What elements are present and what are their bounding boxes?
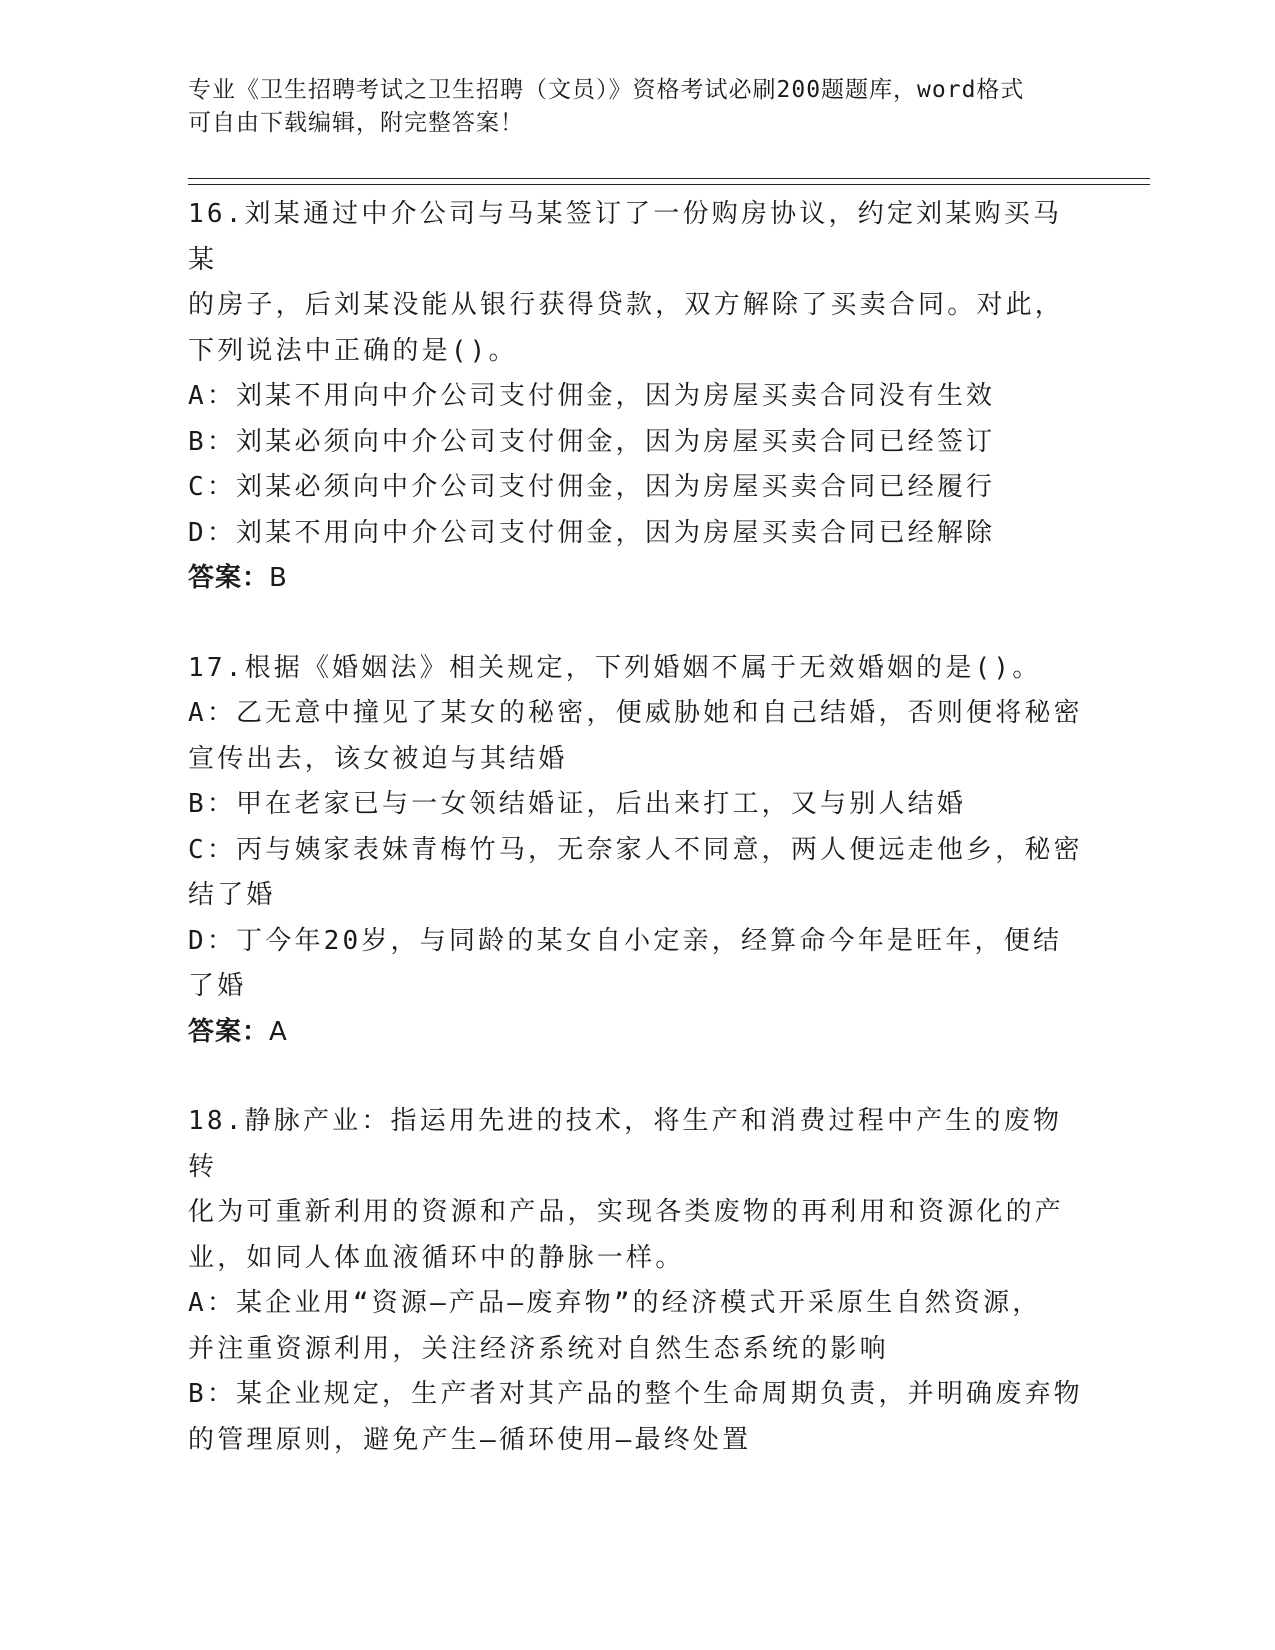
question-block: [188, 646, 1088, 1056]
header-line-2: 可自由下载编辑，附完整答案！: [188, 110, 524, 136]
question-list: [188, 192, 1088, 1507]
option-line: A：乙无意中撞见了某女的秘密，便威胁她和自己结婚，否则便将秘密: [188, 698, 1083, 728]
option-line: 结了婚: [188, 880, 276, 910]
header-line-1: 专业《卫生招聘考试之卫生招聘（文员）》资格考试必刷200题题库，word格式: [188, 77, 1025, 103]
question-stem-line: 的房子，后刘某没能从银行获得贷款，双方解除了买卖合同。对此，: [188, 290, 1065, 320]
answer-value: A: [269, 1016, 288, 1047]
option-line: B：某企业规定，生产者对其产品的整个生命周期负责，并明确废弃物: [188, 1379, 1083, 1409]
question-block: [188, 192, 1088, 602]
header-divider-top: [188, 178, 1150, 179]
option-line: C：丙与姨家表妹青梅竹马，无奈家人不同意，两人便远走他乡，秘密: [188, 834, 1083, 865]
option-line: D：丁今年20岁，与同龄的某女自小定亲，经算命今年是旺年，便结: [188, 925, 1063, 956]
option-line: B：刘某必须向中介公司支付佣金，因为房屋买卖合同已经签订: [188, 426, 996, 457]
option-line: B：甲在老家已与一女领结婚证，后出来打工，又与别人结婚: [188, 789, 967, 819]
option-line: C：刘某必须向中介公司支付佣金，因为房屋买卖合同已经履行: [188, 472, 996, 502]
question-stem-line: 16.刘某通过中介公司与马某签订了一份购房协议，约定刘某购买马某: [188, 199, 1063, 275]
answer-label: 答案：: [188, 563, 270, 593]
answer-line: [188, 1010, 1088, 1056]
header-divider-bottom: [188, 184, 1150, 185]
option-line: 并注重资源利用，关注经济系统对自然生态系统的影响: [188, 1333, 889, 1364]
option-line: A：某企业用“资源—产品—废弃物”的经济模式开采原生自然资源，: [188, 1288, 1042, 1318]
answer-value: B: [269, 563, 288, 593]
question-stem-line: 17.根据《婚姻法》相关规定，下列婚姻不属于无效婚姻的是()。: [188, 652, 1042, 683]
document-header: [188, 74, 1068, 140]
question-stem-line: 下列说法中正确的是()。: [188, 335, 518, 366]
question-stem-line: 18.静脉产业：指运用先进的技术，将生产和消费过程中产生的废物转: [188, 1106, 1063, 1182]
option-line: 了婚: [188, 971, 247, 1001]
answer-label: 答案：: [188, 1016, 270, 1047]
option-line: D：刘某不用向中介公司支付佣金，因为房屋买卖合同已经解除: [188, 517, 996, 548]
answer-line: [188, 556, 1088, 602]
option-line: 的管理原则，避免产生—循环使用—最终处置: [188, 1424, 752, 1455]
question-stem-line: 化为可重新利用的资源和产品，实现各类废物的再利用和资源化的产: [188, 1197, 1065, 1227]
option-line: 宣传出去，该女被迫与其结婚: [188, 743, 568, 774]
question-stem-line: 业，如同人体血液循环中的静脉一样。: [188, 1242, 685, 1273]
option-line: A：刘某不用向中介公司支付佣金，因为房屋买卖合同没有生效: [188, 381, 996, 411]
question-block: [188, 1099, 1088, 1463]
